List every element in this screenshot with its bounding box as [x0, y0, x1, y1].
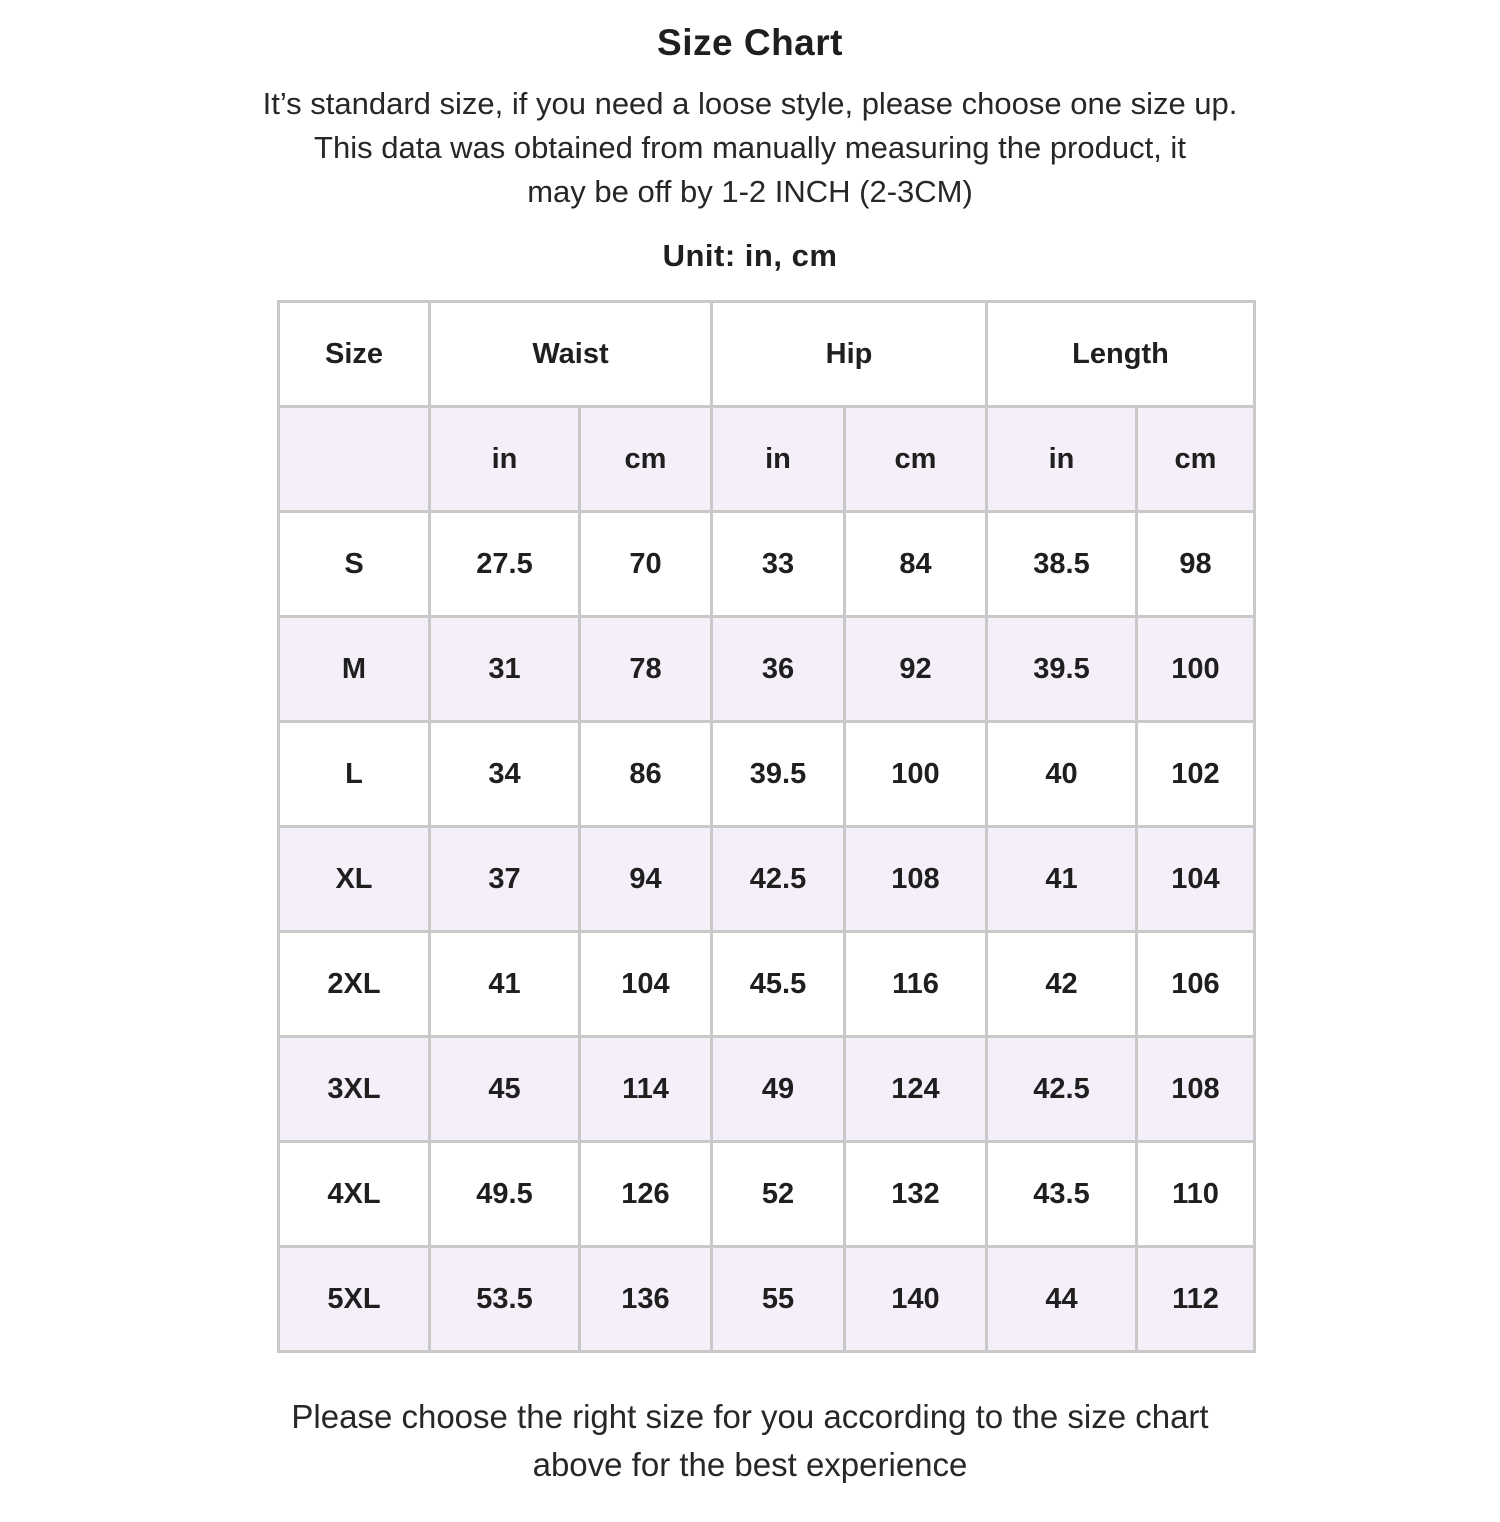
waist-in-cell: 49.5 — [430, 1142, 580, 1247]
length-in-cell: 44 — [987, 1247, 1137, 1352]
waist-cm-cell: 86 — [580, 722, 712, 827]
hip-cm-cell: 100 — [845, 722, 987, 827]
subheader-waist-in: in — [430, 407, 580, 512]
hip-in-cell: 55 — [712, 1247, 845, 1352]
length-cm-cell: 112 — [1137, 1247, 1255, 1352]
hip-in-cell: 49 — [712, 1037, 845, 1142]
hip-cm-cell: 132 — [845, 1142, 987, 1247]
table-row — [279, 512, 1255, 617]
hip-in-cell: 42.5 — [712, 827, 845, 932]
table-row — [279, 722, 1255, 827]
length-cm-cell: 100 — [1137, 617, 1255, 722]
page-title: Size Chart — [657, 22, 843, 63]
size-cell: 4XL — [279, 1142, 430, 1247]
length-in-cell: 42.5 — [987, 1037, 1137, 1142]
footer-note — [0, 1393, 1500, 1489]
subheader-waist-cm: cm — [580, 407, 712, 512]
length-in-cell: 42 — [987, 932, 1137, 1037]
length-cm-cell: 102 — [1137, 722, 1255, 827]
subheader-hip-cm: cm — [845, 407, 987, 512]
hip-cm-cell: 92 — [845, 617, 987, 722]
waist-in-cell: 45 — [430, 1037, 580, 1142]
description-line-1: It’s standard size, if you need a loose style, please choose one size up. — [262, 86, 1238, 121]
subheader-length-in: in — [987, 407, 1137, 512]
waist-cm-cell: 126 — [580, 1142, 712, 1247]
empty-header-cell — [279, 407, 430, 512]
length-cm-cell: 104 — [1137, 827, 1255, 932]
table-row — [279, 617, 1255, 722]
length-cm-cell: 98 — [1137, 512, 1255, 617]
waist-cm-cell: 136 — [580, 1247, 712, 1352]
table-row — [279, 1037, 1255, 1142]
table-subheader-row — [279, 407, 1255, 512]
description-line-3: may be off by 1-2 INCH (2-3CM) — [527, 174, 973, 209]
table-row — [279, 1142, 1255, 1247]
length-in-cell: 43.5 — [987, 1142, 1137, 1247]
table-header-row — [279, 302, 1255, 407]
column-header-length: Length — [987, 302, 1255, 407]
hip-cm-cell: 84 — [845, 512, 987, 617]
table-row — [279, 1247, 1255, 1352]
waist-cm-cell: 70 — [580, 512, 712, 617]
length-cm-cell: 110 — [1137, 1142, 1255, 1247]
hip-cm-cell: 116 — [845, 932, 987, 1037]
subheader-hip-in: in — [712, 407, 845, 512]
column-header-waist: Waist — [430, 302, 712, 407]
waist-cm-cell: 78 — [580, 617, 712, 722]
footer-line-1: Please choose the right size for you according to the size chart — [291, 1398, 1209, 1435]
column-header-size: Size — [279, 302, 430, 407]
waist-cm-cell: 94 — [580, 827, 712, 932]
hip-cm-cell: 108 — [845, 827, 987, 932]
subheader-length-cm: cm — [1137, 407, 1255, 512]
hip-cm-cell: 140 — [845, 1247, 987, 1352]
waist-in-cell: 37 — [430, 827, 580, 932]
length-in-cell: 41 — [987, 827, 1137, 932]
table-row — [279, 932, 1255, 1037]
footer-line-2: above for the best experience — [532, 1446, 968, 1483]
waist-in-cell: 31 — [430, 617, 580, 722]
size-description — [0, 82, 1500, 214]
waist-in-cell: 34 — [430, 722, 580, 827]
size-cell: XL — [279, 827, 430, 932]
hip-in-cell: 45.5 — [712, 932, 845, 1037]
length-cm-cell: 106 — [1137, 932, 1255, 1037]
size-cell: 3XL — [279, 1037, 430, 1142]
unit-label: Unit: in, cm — [662, 238, 838, 273]
length-in-cell: 39.5 — [987, 617, 1137, 722]
length-cm-cell: 108 — [1137, 1037, 1255, 1142]
table-row — [279, 827, 1255, 932]
length-in-cell: 38.5 — [987, 512, 1137, 617]
size-cell: 2XL — [279, 932, 430, 1037]
size-cell: M — [279, 617, 430, 722]
hip-in-cell: 39.5 — [712, 722, 845, 827]
size-cell: 5XL — [279, 1247, 430, 1352]
hip-in-cell: 52 — [712, 1142, 845, 1247]
waist-in-cell: 53.5 — [430, 1247, 580, 1352]
waist-in-cell: 27.5 — [430, 512, 580, 617]
column-header-hip: Hip — [712, 302, 987, 407]
hip-in-cell: 36 — [712, 617, 845, 722]
size-cell: L — [279, 722, 430, 827]
size-cell: S — [279, 512, 430, 617]
waist-in-cell: 41 — [430, 932, 580, 1037]
hip-in-cell: 33 — [712, 512, 845, 617]
waist-cm-cell: 114 — [580, 1037, 712, 1142]
size-chart-table — [277, 300, 1256, 1353]
length-in-cell: 40 — [987, 722, 1137, 827]
hip-cm-cell: 124 — [845, 1037, 987, 1142]
waist-cm-cell: 104 — [580, 932, 712, 1037]
description-line-2: This data was obtained from manually measuring the product, it — [314, 130, 1186, 165]
